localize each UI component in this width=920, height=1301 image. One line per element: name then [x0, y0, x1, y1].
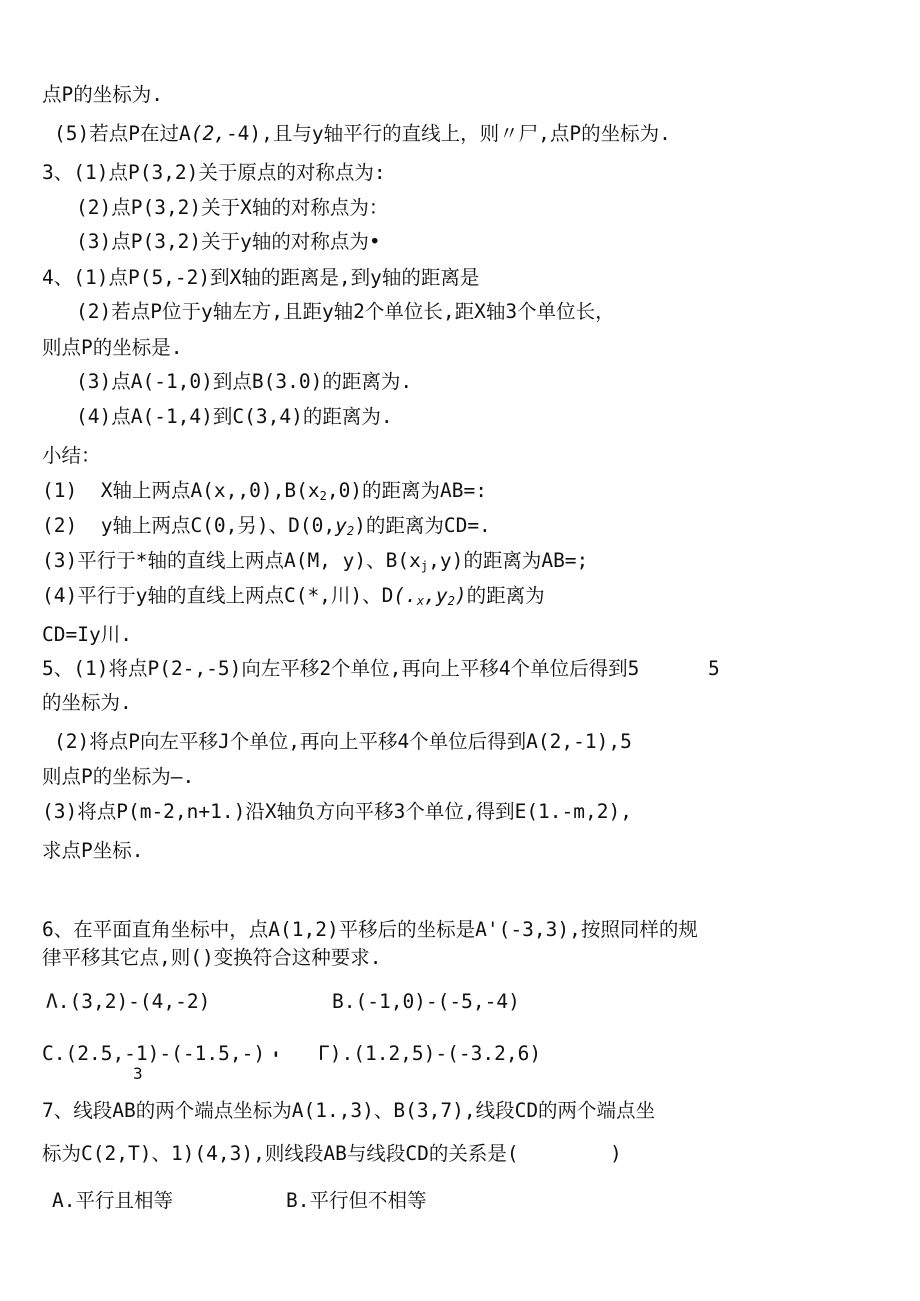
subscript: 2: [319, 489, 327, 503]
text-line: 求点P坐标.: [42, 839, 144, 862]
text-line: 3: [133, 1064, 143, 1083]
text-span: (1) X轴上两点A(x,,0),B(x: [42, 479, 320, 502]
text-line: 点P的坐标为.: [42, 83, 163, 106]
text-span: )的距离为CD=.: [354, 514, 491, 537]
text-line: (3)点P(3,2)关于y轴的对称点为•: [76, 230, 381, 253]
subscript: x: [416, 594, 425, 608]
text-span-italic: ): [454, 584, 467, 607]
text-line: 5: [708, 657, 720, 680]
text-line: 7、线段AB的两个端点坐标为A(1.,3)、B(3,7),线段CD的两个端点坐: [42, 1099, 656, 1122]
text-span: (2) y轴上两点C(0,另)、D(0,: [42, 514, 336, 537]
text-span: 的距离为: [466, 584, 545, 607]
text-span-italic: (.: [393, 584, 417, 607]
option-a: Λ.(3,2)-(4,-2): [46, 990, 211, 1013]
text-span-italic: y: [335, 514, 347, 537]
text-line: [54, 122, 671, 146]
text-span: ,y)的距离为AB=;: [428, 549, 589, 572]
text-line: 6、在平面直角坐标中，点A(1,2)平移后的坐标是A'(-3,3),按照同样的规: [42, 918, 698, 941]
text-line: [42, 584, 545, 613]
text-line: [42, 549, 588, 578]
text-line: 则点P的坐标为—.: [42, 765, 195, 788]
option-c: C.(2.5,-1)-(-1.5,-): [42, 1042, 266, 1065]
text-span: (4)平行于y轴的直线上两点C(*,川)、D: [42, 584, 394, 607]
text-line: ): [610, 1142, 622, 1165]
text-span: -4),且与y轴平行的直线上，则〃尸,点P的坐标为.: [225, 122, 671, 145]
text-line: 4、(1)点P(5,-2)到X轴的距离是,到y轴的距离是: [42, 266, 480, 289]
text-span-italic: ,: [424, 584, 436, 607]
text-span-italic: (2,: [190, 122, 226, 145]
text-span-italic: y: [435, 584, 448, 607]
text-line: (3)将点P(m-2,n+1.)沿X轴负方向平移3个单位,得到E(1.-m,2),: [42, 800, 632, 823]
text-line: 律平移其它点,则()变换符合这种要求.: [42, 946, 382, 969]
subscript: j: [420, 559, 429, 573]
text-span: (5)若点P在过A: [54, 122, 191, 145]
subscript: 2: [346, 524, 355, 538]
text-line: [42, 479, 487, 508]
text-line: 3、(1)点P(3,2)关于原点的对称点为:: [42, 161, 386, 184]
option-b: B.(-1,0)-(-5,-4): [332, 990, 520, 1013]
text-line: 的坐标为.: [42, 691, 132, 714]
text-line: 5、(1)将点P(2-,-5)向左平移2个单位,再向上平移4个单位后得到5: [42, 657, 640, 680]
text-line: (2)将点P向左平移J个单位,再向上平移4个单位后得到A(2,-1),5: [54, 730, 632, 753]
option-b: B.平行但不相等: [286, 1189, 427, 1212]
text-line: [42, 514, 491, 543]
subscript: 2: [447, 594, 455, 608]
text-line: CD=Iy川.: [42, 623, 132, 646]
text-line: (4)点A(-1,4)到C(3,4)的距离为.: [76, 405, 393, 428]
text-line: (2)点P(3,2)关于X轴的对称点为：: [76, 196, 389, 219]
text-line: (2)若点P位于y轴左方,且距y轴2个单位长,距X轴3个单位长，: [76, 300, 615, 323]
text-line: (3)点A(-1,0)到点B(3.0)的距离为.: [76, 370, 413, 393]
option-d: Γ).(1.2,5)-(-3.2,6): [318, 1042, 542, 1065]
option-a: A.平行且相等: [52, 1189, 173, 1212]
text-span: ,0)的距离为AB=:: [326, 479, 488, 502]
text-line: 标为C(2,T)、1)(4,3),则线段AB与线段CD的关系是(: [42, 1142, 519, 1165]
text-line: 则点P的坐标是.: [42, 336, 183, 359]
section-heading: 小结：: [42, 444, 101, 467]
text-span: (3)平行于*轴的直线上两点A(M, y)、B(x: [42, 549, 421, 572]
text-line: ': [270, 1048, 282, 1071]
